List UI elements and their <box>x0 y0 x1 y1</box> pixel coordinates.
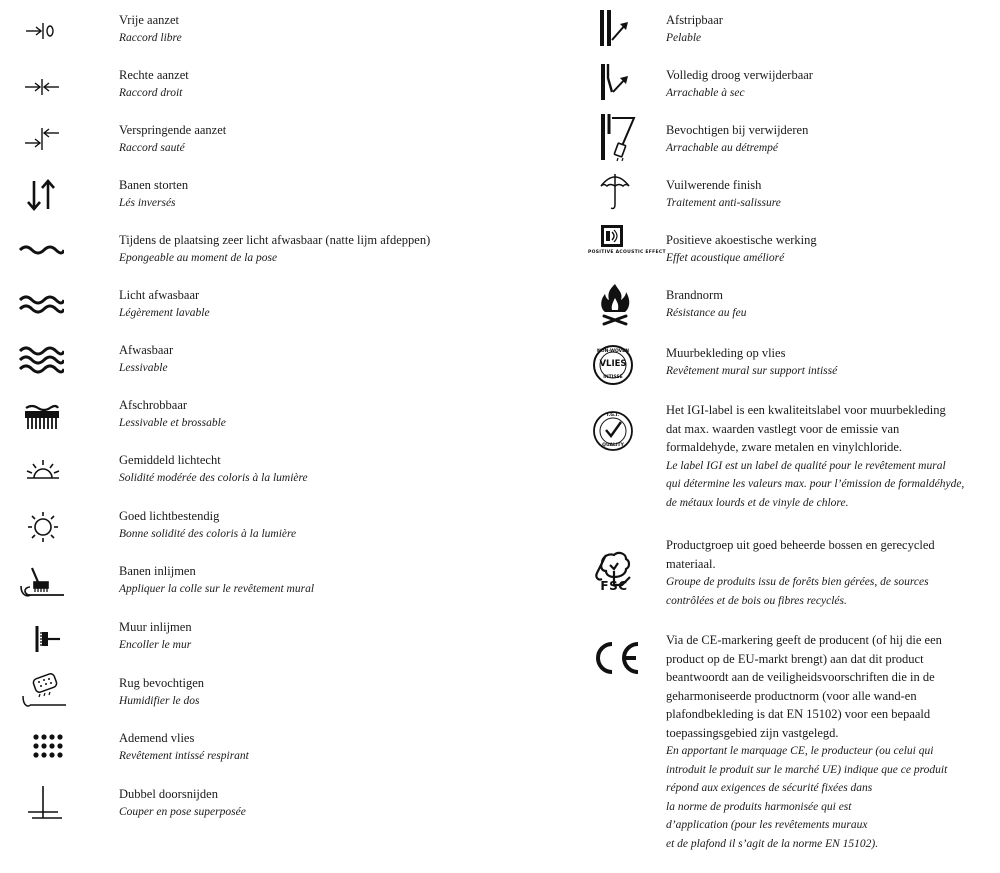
offset-match-icon <box>24 126 60 152</box>
ce-fr-line: la norme de produits harmonisée qui est <box>666 800 852 813</box>
ce-fr-line: et de plafond il s’agit de la norme EN 15102). <box>666 837 879 850</box>
entry-nl: Vrije aanzet <box>119 13 179 27</box>
entry-fr: Encoller le mur <box>119 639 192 651</box>
free-match-icon <box>24 20 58 42</box>
wet-removable-icon <box>596 112 640 164</box>
good-lightfast-icon <box>26 510 60 544</box>
entry-fr: Bonne solidité des coloris à la lumière <box>119 528 297 540</box>
fsc-fr-line: Groupe de produits issu de forêts bien gérées, de sources <box>666 576 929 588</box>
straight-match-icon <box>24 76 60 98</box>
entry-nl: Bevochtigen bij verwijderen <box>666 123 809 137</box>
entry-fr: Raccord libre <box>119 32 182 44</box>
igi-badge-top: I.G.I. <box>606 413 620 418</box>
igi-fr-line: qui détermine les valeurs max. pour l’émission de formaldéhyde, <box>666 478 965 490</box>
entry-fr: Résistance au feu <box>666 307 747 319</box>
fsc-tree-icon <box>592 546 636 596</box>
ce-nl-line: beantwoordt aan de veiligheidsvoorschriften die in de <box>666 670 935 684</box>
entry-nl: Afstripbaar <box>666 13 723 27</box>
entry-fr: Légèrement lavable <box>119 307 210 319</box>
igi-nl-line: formaldehyde, zware metalen en vinylchloride. <box>666 440 903 454</box>
ce-fr-line: d’application (pour les revêtements muraux <box>666 819 868 831</box>
prewetted-back-icon <box>20 672 68 710</box>
igi-fr-line: Le label IGI est un label de qualité pour le revêtement mural <box>666 459 946 472</box>
entry-nl: Afwasbaar <box>119 343 174 357</box>
entry-nl: Banen inlijmen <box>119 564 196 578</box>
flame-icon <box>598 282 632 326</box>
entry-nl: Dubbel doorsnijden <box>119 787 218 801</box>
scrubbable-icon <box>22 402 62 432</box>
acoustic-badge-text: POSITIVE ACOUSTIC EFFECT <box>588 250 666 255</box>
entry-nl: Goed lichtbestendig <box>119 509 220 523</box>
entry-nl: Banen storten <box>119 178 189 192</box>
igi-label-icon <box>592 410 634 452</box>
entry-nl: Vuilwerende finish <box>666 178 762 192</box>
moderate-lightfast-icon <box>24 458 62 482</box>
vlies-badge-mid: VLIES <box>599 359 627 369</box>
entry-nl: Afschrobbaar <box>119 398 188 412</box>
entry-fr: Revêtement intissé respirant <box>119 750 249 762</box>
entry-fr: Revêtement mural sur support intissé <box>666 365 838 377</box>
entry-nl: Brandnorm <box>666 288 723 302</box>
ce-fr-line: répond aux exigences de sécurité fixées dans <box>666 782 873 794</box>
entry-nl: Gemiddeld lichtecht <box>119 453 221 467</box>
entry-nl: Volledig droog verwijderbaar <box>666 68 813 82</box>
vlies-badge-bot: INTISSÉ <box>603 375 623 380</box>
breathable-nonwoven-icon <box>32 733 66 759</box>
entry-fr: Solidité modérée des coloris à la lumière <box>119 472 308 484</box>
entry-fr: Traitement anti-salissure <box>666 197 781 209</box>
entry-nl: Verspringende aanzet <box>119 123 227 137</box>
entry-nl: Muurbekleding op vlies <box>666 346 786 360</box>
entry-fr: Raccord droit <box>119 87 183 99</box>
double-cut-icon <box>24 784 64 824</box>
igi-nl-line: dat max. waarden vastlegt voor de emissie van <box>666 421 900 436</box>
fsc-nl-line: materiaal. <box>666 556 716 571</box>
light-washable-icon <box>18 292 64 316</box>
ce-fr-line: En apportant le marquage CE, le producteur (ou celui qui <box>666 745 934 757</box>
entry-fr: Raccord sauté <box>119 142 185 154</box>
entry-nl: Positieve akoestische werking <box>666 233 817 247</box>
entry-fr: Lés inversés <box>119 197 176 209</box>
igi-badge-bot: QUALITY <box>602 443 624 448</box>
fsc-logo-text: FSC <box>600 579 628 593</box>
dry-strippable-icon <box>596 62 636 102</box>
entry-nl: Licht afwasbaar <box>119 288 200 302</box>
paste-wall-icon <box>30 624 70 654</box>
entry-nl: Ademend vlies <box>119 731 195 745</box>
paste-paper-icon <box>18 566 66 600</box>
ce-nl-line: product op de EU-markt brengt) aan dat dit product <box>666 651 924 666</box>
igi-fr-line: de métaux lourds et de vinyle de chlore. <box>666 496 849 509</box>
washable-icon <box>18 344 64 376</box>
ce-nl-line: plafondbekleding is dat EN 15102) voor een bepaald <box>666 707 931 721</box>
entry-nl: Rechte aanzet <box>119 68 189 82</box>
entry-nl: Rug bevochtigen <box>119 676 205 690</box>
ce-fr-line: introduit le produit sur le marché UE) indique que ce produit <box>666 763 948 776</box>
entry-fr: Pelable <box>666 32 702 44</box>
fsc-nl-line: Productgroep uit goed beheerde bossen en gerecycled <box>666 538 935 552</box>
reverse-hanging-icon <box>25 178 57 212</box>
entry-fr: Epongeable au moment de la pose <box>119 252 278 264</box>
ce-mark-icon <box>588 638 644 678</box>
igi-nl-line: Het IGI-label is een kwaliteitslabel voor muurbekleding <box>666 403 946 417</box>
entry-nl: Muur inlijmen <box>119 620 192 634</box>
ce-nl-line: geharmoniseerde productnorm (voor alle wand-en <box>666 688 917 703</box>
entry-nl: Tijdens de plaatsing zeer licht afwasbaar (natte lijm afdeppen) <box>119 233 431 247</box>
entry-fr: Humidifier le dos <box>119 695 200 707</box>
fsc-fr-line: contrôlées et de bois ou fibres recyclés. <box>666 594 847 607</box>
acoustic-icon <box>588 220 666 270</box>
entry-fr: Lessivable <box>119 362 168 374</box>
entry-fr: Arrachable au détrempé <box>666 142 778 154</box>
entry-fr: Appliquer la colle sur le revêtement mural <box>119 583 315 595</box>
peelable-icon <box>596 8 636 48</box>
umbrella-icon <box>598 170 632 212</box>
ce-nl-line: toepassingsgebied zijn vastgelegd. <box>666 725 839 740</box>
entry-fr: Lessivable et brossable <box>119 417 226 429</box>
vlies-badge-top: NON-WOVEN <box>596 349 629 354</box>
ce-nl-line: Via de CE-markering geeft de producent (of hij die een <box>666 633 942 647</box>
entry-fr: Couper en pose superposée <box>119 806 246 818</box>
non-woven-vlies-icon <box>592 344 634 386</box>
spongeable-icon <box>18 240 64 260</box>
entry-fr: Effet acoustique amélioré <box>666 252 785 264</box>
entry-fr: Arrachable à sec <box>666 87 745 99</box>
